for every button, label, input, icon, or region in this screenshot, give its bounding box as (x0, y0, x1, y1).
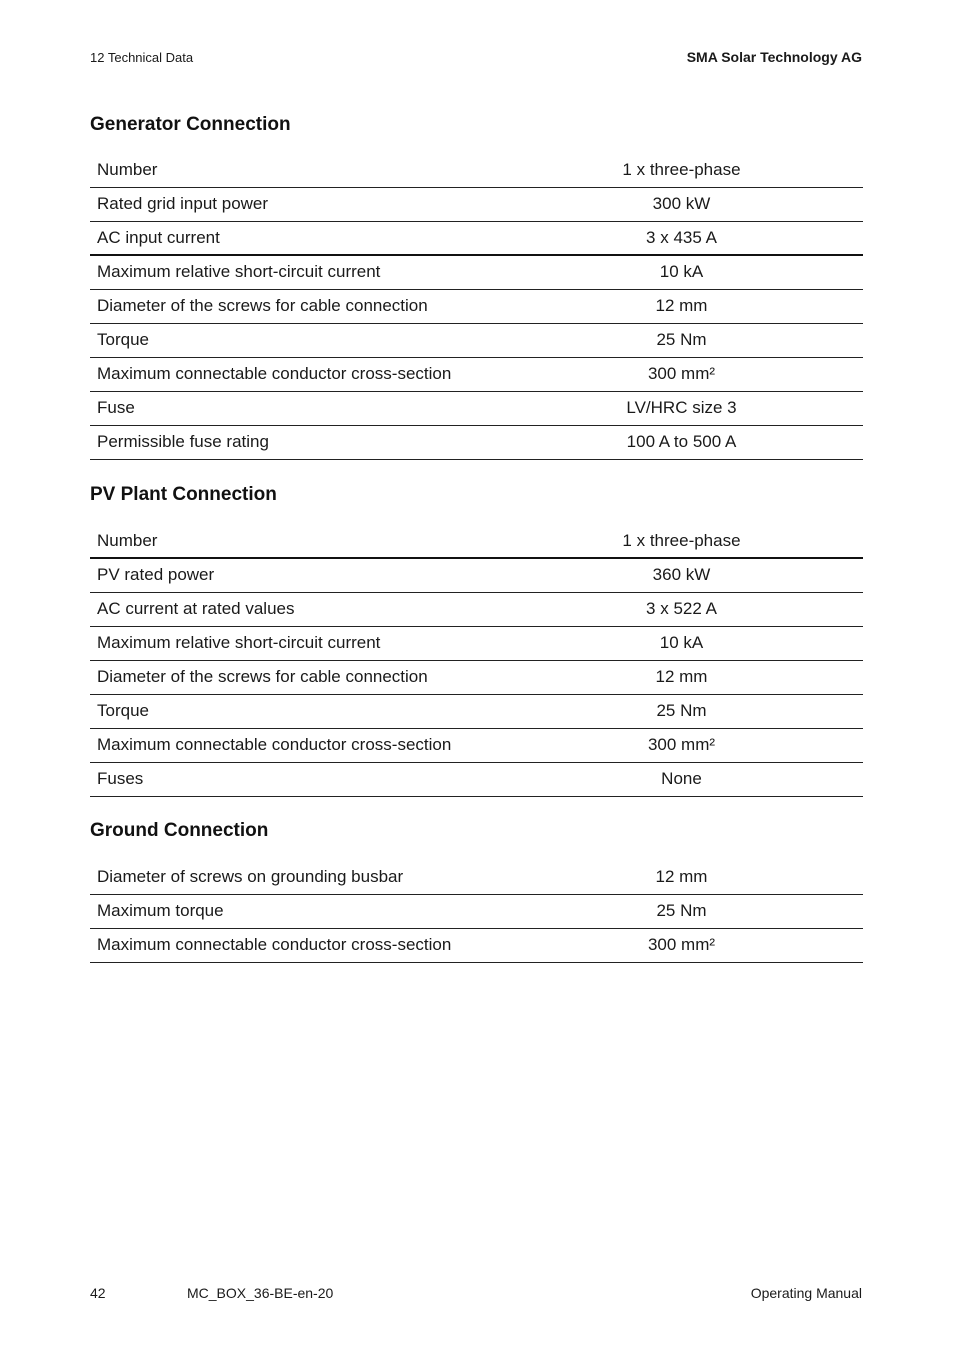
section-title-pv-plant-connection: PV Plant Connection (90, 484, 277, 505)
spec-value: 300 mm² (600, 728, 863, 762)
spec-label: AC input current (90, 221, 600, 255)
spec-value: 100 A to 500 A (600, 425, 863, 459)
table-row (90, 323, 863, 357)
pv-plant-connection-table (90, 524, 863, 797)
spec-value: 1 x three-phase (600, 153, 863, 187)
spec-label: Maximum connectable conductor cross-section (90, 357, 600, 391)
footer-document-type: Operating Manual (750, 1285, 862, 1301)
spec-value: None (600, 762, 863, 796)
table-row (90, 694, 863, 728)
table-row (90, 425, 863, 459)
spec-label: Maximum relative short-circuit current (90, 255, 600, 289)
spec-label: Maximum connectable conductor cross-section (90, 928, 600, 962)
spec-value: 25 Nm (600, 894, 863, 928)
table-row (90, 626, 863, 660)
table-row (90, 558, 863, 592)
table-row (90, 289, 863, 323)
spec-value: 3 x 435 A (600, 221, 863, 255)
spec-label: AC current at rated values (90, 592, 600, 626)
table-row (90, 928, 863, 962)
spec-label: Diameter of the screws for cable connection (90, 660, 600, 694)
spec-value: 300 mm² (600, 357, 863, 391)
spec-value: 300 kW (600, 187, 863, 221)
spec-value: 10 kA (600, 626, 863, 660)
spec-value: 25 Nm (600, 694, 863, 728)
footer-document-code: MC_BOX_36-BE-en-20 (187, 1285, 334, 1301)
table-row (90, 524, 863, 558)
spec-label: Maximum torque (90, 894, 600, 928)
spec-label: Rated grid input power (90, 187, 600, 221)
spec-value: 12 mm (600, 860, 863, 894)
section-title-generator-connection: Generator Connection (90, 114, 291, 135)
spec-value: 300 mm² (600, 928, 863, 962)
table-row (90, 728, 863, 762)
ground-connection-table (90, 860, 863, 963)
table-row (90, 894, 863, 928)
spec-label: Number (90, 153, 600, 187)
table-row (90, 357, 863, 391)
spec-label: Diameter of screws on grounding busbar (90, 860, 600, 894)
spec-value: 10 kA (600, 255, 863, 289)
spec-value: 360 kW (600, 558, 863, 592)
generator-connection-table (90, 153, 863, 460)
spec-label: Fuses (90, 762, 600, 796)
table-row (90, 762, 863, 796)
running-header-chapter: 12 Technical Data (90, 50, 194, 65)
spec-label: Torque (90, 694, 600, 728)
spec-label: Fuse (90, 391, 600, 425)
table-row (90, 187, 863, 221)
table-row (90, 255, 863, 289)
spec-label: Maximum relative short-circuit current (90, 626, 600, 660)
footer-page-number: 42 (90, 1285, 106, 1301)
table-row (90, 221, 863, 255)
table-row (90, 391, 863, 425)
spec-label: PV rated power (90, 558, 600, 592)
spec-label: Torque (90, 323, 600, 357)
running-header-company: SMA Solar Technology AG (686, 49, 862, 65)
spec-value: 1 x three-phase (600, 524, 863, 558)
spec-label: Number (90, 524, 600, 558)
spec-value: 12 mm (600, 660, 863, 694)
spec-value: LV/HRC size 3 (600, 391, 863, 425)
spec-label: Permissible fuse rating (90, 425, 600, 459)
table-row (90, 592, 863, 626)
spec-label: Maximum connectable conductor cross-section (90, 728, 600, 762)
section-title-ground-connection: Ground Connection (90, 820, 269, 841)
spec-value: 3 x 522 A (600, 592, 863, 626)
table-row (90, 660, 863, 694)
spec-value: 25 Nm (600, 323, 863, 357)
table-row (90, 153, 863, 187)
spec-label: Diameter of the screws for cable connection (90, 289, 600, 323)
table-row (90, 860, 863, 894)
spec-value: 12 mm (600, 289, 863, 323)
